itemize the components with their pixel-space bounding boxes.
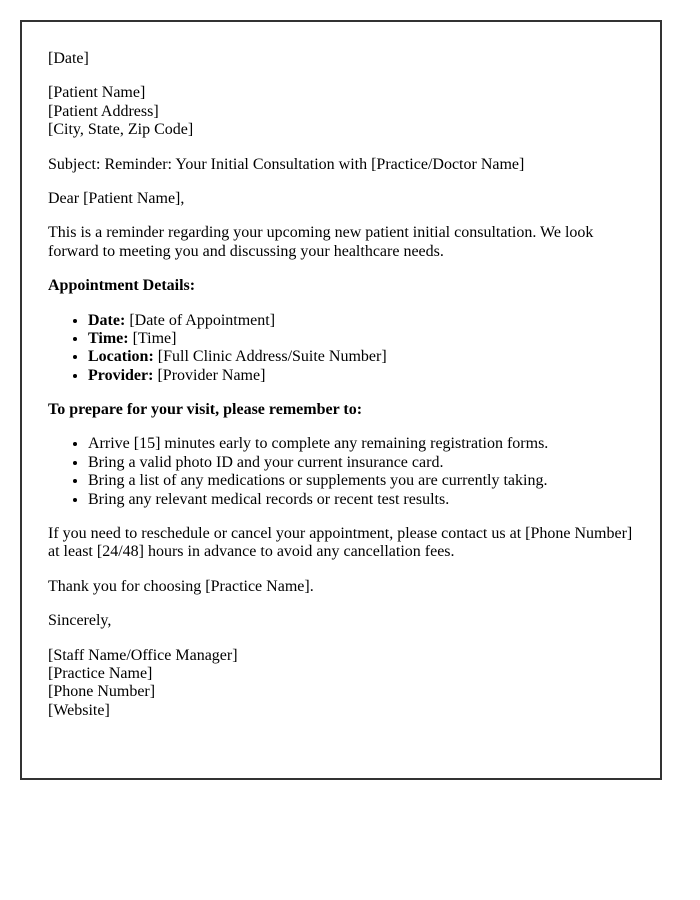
preparation-item: • Arrive [15] minutes early to complete any remaining registration forms.	[88, 435, 634, 453]
closing-thanks: Thank you for choosing [Practice Name].	[48, 577, 314, 595]
preparation-list	[48, 435, 634, 509]
signature-website-line: [Website]	[48, 701, 110, 719]
preparation-item: • Bring a valid photo ID and your current insurance card.	[88, 454, 634, 472]
date-line: [Date]	[48, 50, 89, 67]
intro-paragraph: This is a reminder regarding your upcoming new patient initial consultation. We look forward to meeting you and discussing your healthcare needs.	[48, 224, 594, 260]
signature-practice-name-line: [Practice Name]	[48, 664, 153, 682]
appointment-detail-label: Location:	[88, 348, 154, 366]
recipient-name-line: [Patient Name]	[48, 84, 146, 102]
preparation-item: • Bring a list of any medications or supplements you are currently taking.	[88, 472, 634, 490]
appointment-detail-item-time	[88, 330, 634, 348]
appointment-detail-label: Provider:	[88, 366, 154, 384]
recipient-address-block	[48, 84, 634, 139]
signature-block	[48, 647, 634, 721]
appointment-detail-value: [Provider Name]	[157, 366, 266, 384]
recipient-address-line: [Patient Address]	[48, 102, 159, 120]
appointment-detail-item-date	[88, 312, 634, 330]
signature-staff-name-line: [Staff Name/Office Manager]	[48, 646, 238, 664]
appointment-detail-label: Date:	[88, 311, 126, 329]
preparation-item: • Bring any relevant medical records or recent test results.	[88, 491, 634, 509]
appointment-details-list	[48, 312, 634, 386]
appointment-detail-item-provider	[88, 367, 634, 385]
appointment-detail-value: [Time]	[132, 329, 177, 347]
sign-off: Sincerely,	[48, 612, 112, 630]
recipient-city-state-zip-line: [City, State, Zip Code]	[48, 121, 194, 139]
signature-phone-line: [Phone Number]	[48, 683, 156, 701]
appointment-detail-item-location	[88, 348, 634, 366]
salutation: Dear [Patient Name],	[48, 189, 185, 207]
appointment-detail-value: [Full Clinic Address/Suite Number]	[157, 348, 387, 366]
appointment-detail-value: [Date of Appointment]	[129, 311, 276, 329]
appointment-details-heading: Appointment Details:	[48, 277, 196, 295]
appointment-detail-label: Time:	[88, 329, 129, 347]
subject-line: Subject: Reminder: Your Initial Consultation with [Practice/Doctor Name]	[48, 155, 525, 173]
reschedule-paragraph: If you need to reschedule or cancel your appointment, please contact us at [Phone Number] at least [24/48] hours in advance to avoid any cancellation fees.	[48, 525, 633, 561]
preparation-heading: To prepare for your visit, please remember to:	[48, 401, 363, 419]
letter-page	[20, 20, 662, 780]
